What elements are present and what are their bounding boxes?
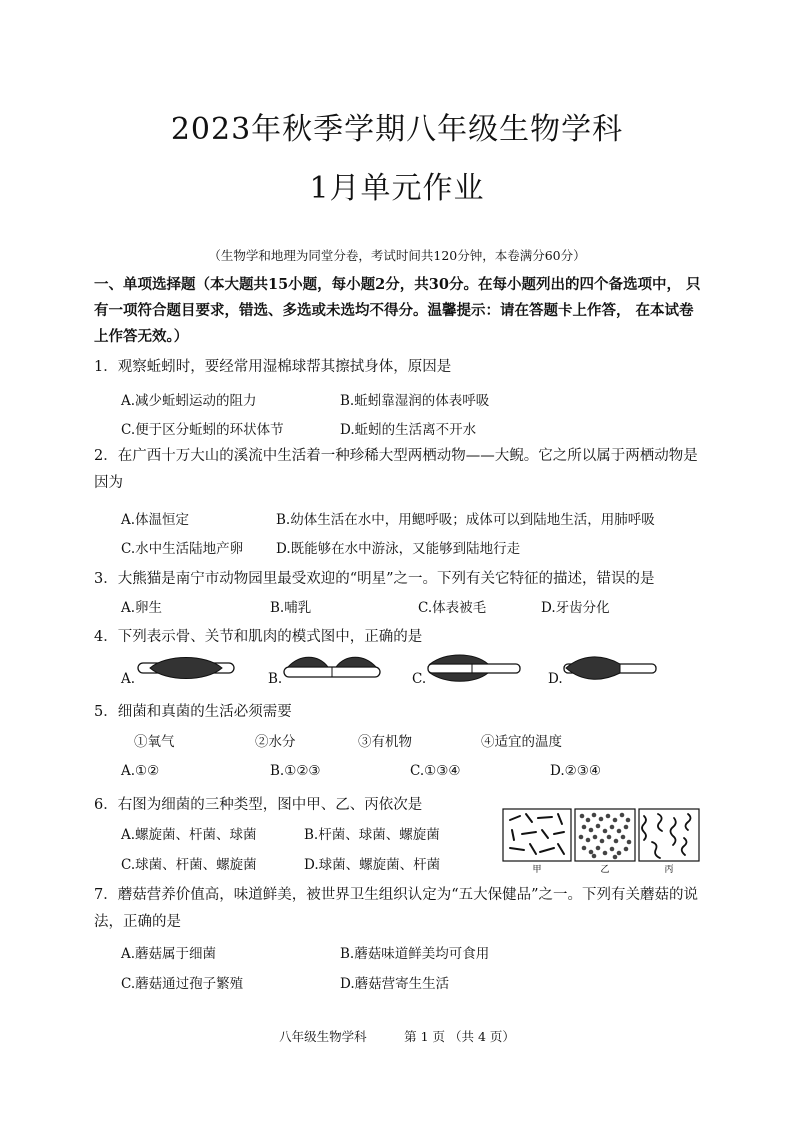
q3-option-b: B.哺乳 [270, 600, 312, 616]
q6-option-d: D.球菌、螺旋菌、杆菌 [304, 857, 441, 873]
question-6-stem: 6．右图为细菌的三种类型，图中甲、乙、丙依次是 [94, 797, 423, 813]
q7-option-d: D.蘑菇营寄生生活 [340, 976, 450, 992]
q3-option-c: C.体表被毛 [418, 600, 487, 616]
q5-item-4: ④适宜的温度 [481, 734, 562, 750]
q5-option-a: A.①② [121, 763, 160, 779]
q4-figure-b [282, 650, 382, 686]
section-heading: 一、单项选择题（本大题共15小题，每小题2分，共30分。在每小题列出的四个备选项中， 只有一项符合题目要求，错选、多选或未选均不得分。温馨提示：请在答题卡上作答， 在本试卷上作答无效。） [94, 276, 701, 345]
q2-option-c: C.水中生活陆地产卵 [121, 541, 244, 557]
page-footer: 八年级生物学科 第 1 页 （共 4 页） [279, 1029, 515, 1044]
page-subtitle: 1月单元作业 [309, 171, 485, 206]
q1-option-d: D.蚯蚓的生活离不开水 [340, 422, 477, 438]
question-2-stem: 2．在广西十万大山的溪流中生活着一种珍稀大型两栖动物——大鲵。它之所以属于两栖动物是因为 [94, 448, 698, 491]
figure-label-bing: 丙 [664, 865, 674, 874]
q2-option-a: A.体温恒定 [121, 512, 190, 528]
question-7-stem: 7．蘑菇营养价值高，味道鲜美，被世界卫生组织认定为“五大保健品”之一。下列有关蘑菇的说法，正确的是 [94, 887, 699, 930]
q7-option-b: B.蘑菇味道鲜美均可食用 [340, 946, 490, 962]
q4-figure-a [136, 650, 236, 686]
figure-label-yi: 乙 [600, 865, 610, 874]
question-3-stem: 3．大熊猫是南宁市动物园里最受欢迎的“明星”之一。下列有关它特征的描述，错误的是 [94, 571, 655, 587]
figure-label-jia: 甲 [532, 865, 542, 874]
q3-option-d: D.牙齿分化 [541, 600, 610, 616]
q5-option-c: C.①③④ [410, 763, 461, 779]
q4-option-a: A. [121, 671, 136, 687]
question-4-stem: 4．下列表示骨、关节和肌肉的模式图中，正确的是 [94, 629, 423, 645]
q6-option-b: B.杆菌、球菌、螺旋菌 [304, 827, 440, 843]
q5-item-1: ①氧气 [134, 734, 175, 750]
q5-item-3: ③有机物 [358, 734, 412, 750]
question-1-stem: 1．观察蚯蚓时，要经常用湿棉球帮其擦拭身体，原因是 [94, 359, 452, 375]
exam-note: （生物学和地理为同堂分卷，考试时间共120分钟，本卷满分60分） [208, 248, 586, 263]
q4-option-d: D. [548, 671, 563, 687]
page-title: 2023年秋季学期八年级生物学科 [170, 112, 624, 147]
q7-option-a: A.蘑菇属于细菌 [121, 946, 217, 962]
question-5-stem: 5．细菌和真菌的生活必须需要 [94, 704, 292, 720]
q7-option-c: C.蘑菇通过孢子繁殖 [121, 976, 244, 992]
q3-option-a: A.卵生 [121, 600, 163, 616]
q2-option-b: B.幼体生活在水中，用鳃呼吸；成体可以到陆地生活，用肺呼吸 [276, 512, 655, 528]
q5-item-2: ②水分 [255, 734, 296, 750]
q1-option-c: C.便于区分蚯蚓的环状体节 [121, 422, 284, 438]
q5-option-d: D.②③④ [550, 763, 601, 779]
q1-option-b: B.蚯蚓靠湿润的体表呼吸 [340, 393, 490, 409]
q4-figure-d [562, 650, 658, 686]
q5-option-b: B.①②③ [270, 763, 321, 779]
q1-option-a: A.减少蚯蚓运动的阻力 [121, 393, 257, 409]
bacteria-figure [502, 808, 702, 874]
q6-option-c: C.球菌、杆菌、螺旋菌 [121, 857, 257, 873]
q4-figure-c [426, 650, 522, 686]
q2-option-d: D.既能够在水中游泳，又能够到陆地行走 [276, 541, 521, 557]
q4-option-b: B. [268, 671, 283, 687]
q6-option-a: A.螺旋菌、杆菌、球菌 [121, 827, 257, 843]
q4-option-c: C. [412, 671, 427, 687]
